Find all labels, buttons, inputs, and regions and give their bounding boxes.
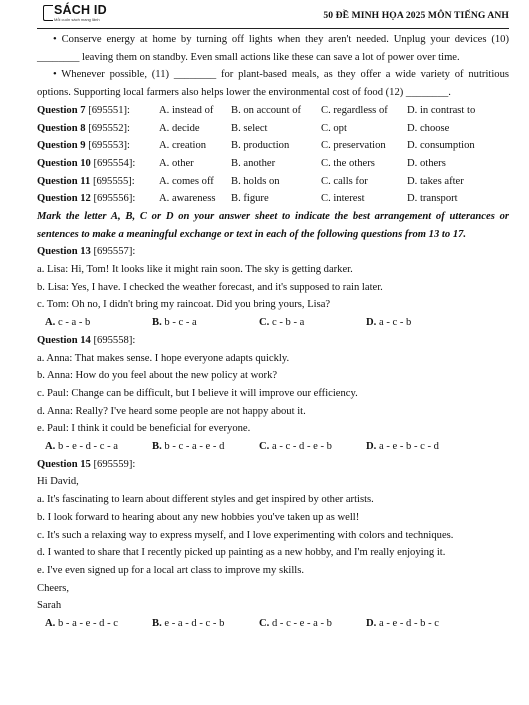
- question-row: [37, 173, 509, 191]
- question-row: [37, 102, 509, 120]
- utterance: b. Anna: How do you feel about the new policy at work?: [37, 370, 278, 382]
- sentence: b. I look forward to hearing about any new hobbies you've taken up as well!: [37, 511, 360, 523]
- sentence: d. I wanted to share that I recently picked up painting as a new hobby, and I'm really enjoying it.: [37, 547, 446, 559]
- answer-c: C. d - c - e - a - b: [259, 618, 332, 630]
- utterance: a. Lisa: Hi, Tom! It looks like it might rain soon. The sky is getting darker.: [37, 264, 353, 276]
- option-c: C. interest: [321, 193, 365, 205]
- option-d: D. choose: [407, 122, 450, 134]
- question-number: Question 10 [695554]:: [37, 157, 136, 169]
- answer-d: D. a - e - d - b - c: [366, 618, 439, 630]
- sentence: c. It's such a relaxing way to express myself, and I love experimenting with colors and techniques.: [37, 529, 454, 541]
- answer-a: A. c - a - b: [45, 317, 91, 329]
- passage-paragraph-2: [37, 66, 509, 101]
- option-a: A. decide: [159, 122, 200, 134]
- passage-text: • Conserve energy at home by turning off lights when they aren't needed. Unplug your devices (10) ________ leaving them on standby. Even small actions like these can save a lot of power over time.: [37, 34, 509, 63]
- option-c: C. regardless of: [321, 104, 388, 116]
- option-d: D. in contrast to: [407, 104, 476, 116]
- brand-logo: [43, 4, 107, 22]
- question-number: Question 9 [695553]:: [37, 140, 130, 152]
- question-14-heading: Question 14 [695558]:: [37, 334, 136, 346]
- option-a: A. other: [159, 157, 194, 169]
- letter-signature: Sarah: [37, 600, 62, 612]
- question-number: Question 8 [695552]:: [37, 122, 130, 134]
- option-b: B. on account of: [231, 104, 302, 116]
- option-b: B. holds on: [231, 175, 280, 187]
- sentence: a. It's fascinating to learn about different styles and get inspired by other artists.: [37, 494, 374, 506]
- letter-greeting: Hi David,: [37, 476, 79, 488]
- answer-b: B. b - c - a: [152, 317, 197, 329]
- answer-d: D. a - e - b - c - d: [366, 441, 439, 453]
- utterance: a. Anna: That makes sense. I hope everyone adapts quickly.: [37, 352, 290, 364]
- option-a: A. creation: [159, 140, 207, 152]
- question-row: [37, 137, 509, 155]
- header-title: 50 ĐỀ MINH HỌA 2025 MÔN TIẾNG ANH: [323, 10, 509, 21]
- option-c: C. preservation: [321, 140, 386, 152]
- option-d: D. others: [407, 157, 446, 169]
- option-d: D. takes after: [407, 175, 464, 187]
- question-15-answers: [37, 615, 509, 633]
- answer-a: A. b - e - d - c - a: [45, 441, 118, 453]
- question-row: [37, 120, 509, 138]
- option-c: C. calls for: [321, 175, 368, 187]
- mcq-block: [37, 102, 509, 208]
- answer-b: B. e - a - d - c - b: [152, 618, 225, 630]
- sentence: e. I've even signed up for a local art class to improve my skills.: [37, 564, 304, 576]
- book-icon: [43, 5, 53, 21]
- utterance: d. Anna: Really? I've heard some people are not happy about it.: [37, 405, 306, 417]
- logo-tagline: Mỗi cuốn sách mang lãnh: [54, 17, 100, 22]
- option-b: B. figure: [231, 193, 269, 205]
- option-d: D. consumption: [407, 140, 475, 152]
- answer-a: A. b - a - e - d - c: [45, 618, 118, 630]
- logo-text: SÁCH ID: [54, 3, 107, 17]
- option-a: A. awareness: [159, 193, 216, 205]
- question-number: Question 12 [695556]:: [37, 193, 136, 205]
- question-14-answers: [37, 438, 509, 456]
- option-b: B. production: [231, 140, 290, 152]
- option-b: B. another: [231, 157, 276, 169]
- answer-b: B. b - c - a - e - d: [152, 441, 225, 453]
- answer-c: C. c - b - a: [259, 317, 305, 329]
- utterance: e. Paul: I think it could be beneficial for everyone.: [37, 423, 251, 435]
- passage-paragraph-1: [37, 31, 509, 66]
- question-13-answers: [37, 314, 509, 332]
- utterance: c. Tom: Oh no, I didn't bring my raincoat. Did you bring yours, Lisa?: [37, 299, 331, 311]
- passage-text: • Whenever possible, (11) ________ for plant-based meals, as they offer a wide variety of nutritious options. Supporting local farmers also helps lower the environmental cost of food (12) ________.: [37, 69, 509, 99]
- utterance: c. Paul: Change can be difficult, but I believe it will improve our efficiency.: [37, 387, 358, 399]
- question-row: [37, 155, 509, 173]
- question-number: Question 7 [695551]:: [37, 104, 130, 116]
- question-row: [37, 190, 509, 208]
- option-c: C. the others: [321, 157, 375, 169]
- question-15-heading: Question 15 [695559]:: [37, 458, 136, 470]
- document-body: [37, 29, 509, 633]
- answer-c: C. a - c - d - e - b: [259, 441, 332, 453]
- question-number: Question 11 [695555]:: [37, 175, 135, 187]
- section-instruction: Mark the letter A, B, C or D on your answer sheet to indicate the best arrangement of utterances or sentences to make a meaningful exchange or text in each of the following questions from 13 to 17.: [37, 210, 509, 240]
- answer-d: D. a - c - b: [366, 317, 412, 329]
- option-a: A. instead of: [159, 104, 214, 116]
- option-d: D. transport: [407, 193, 458, 205]
- option-b: B. select: [231, 122, 268, 134]
- page-header: [37, 0, 509, 29]
- utterance: b. Lisa: Yes, I have. I checked the weather forecast, and it's supposed to rain later.: [37, 281, 383, 293]
- letter-closing: Cheers,: [37, 582, 70, 594]
- option-a: A. comes off: [159, 175, 214, 187]
- question-13-heading: Question 13 [695557]:: [37, 246, 136, 258]
- option-c: C. opt: [321, 122, 347, 134]
